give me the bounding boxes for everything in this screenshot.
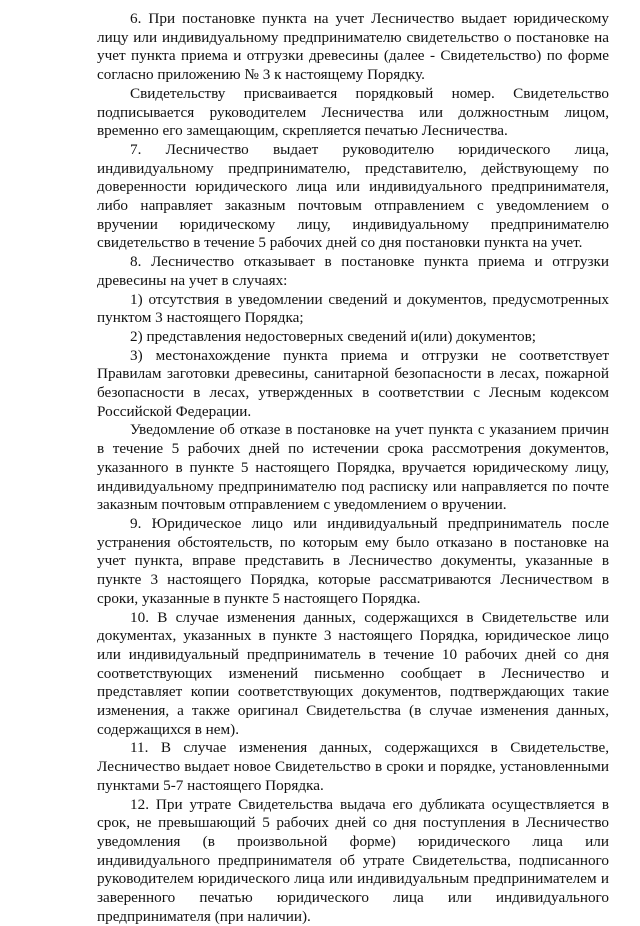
list-item-2: 2) представления недостоверных сведений и(или) документов;: [130, 327, 537, 345]
paragraph-7: 7. Лесничество выдает руководителю юридического лица, индивидуальному предпринимателю, представителю, действующему по доверенности юридического лица или индивидуального предпринимателя, либо направляет заказным почтовым отправлением с уведомлением о вручении юридическому лицу, индивидуальному предпринимателю свидетельство в течение 5 рабочих дней со дня постановки пункта на учет.: [97, 140, 609, 252]
list-item-1: 1) отсутствия в уведомлении сведений и документов, предусмотренных пунктом 3 настоящего Порядка;: [97, 290, 609, 327]
paragraph-11: 11. В случае изменения данных, содержащихся в Свидетельстве, Лесничество выдает новое Свидетельство в сроки и порядке, установленными пунктами 5-7 настоящего Порядка.: [97, 739, 609, 794]
paragraph-6: 6. При постановке пункта на учет Лесничество выдает юридическому лицу или индивидуальному предпринимателю свидетельство о постановке на учет пункта приема и отгрузки древесины (далее - Свидетельство) по форме согласно приложению № 3 к настоящему Порядку.: [97, 10, 609, 84]
paragraph-certificate-number: Свидетельству присваивается порядковый номер. Свидетельство подписывается руководителем Лесничества или должностным лицом, временно его замещающим, скрепляется печатью Лесничества.: [97, 84, 609, 140]
paragraph-8: 8. Лесничество отказывает в постановке пункта приема и отгрузки древесины на учет в случаях:: [97, 253, 609, 289]
paragraph-12: 12. При утрате Свидетельства выдача его дубликата осуществляется в срок, не превышающий 5 рабочих дней со дня поступления в Лесничество уведомления (в произвольной форме) юридического лица или индивидуального предпринимателя об утрате Свидетельства, подписанного руководителем юридического лица или индивидуальным предпринимателем и заверенного печатью юридического лица или индивидуального предпринимателя (при наличии).: [97, 795, 609, 925]
paragraph-10: 10. В случае изменения данных, содержащихся в Свидетельстве или документах, указанных в пункте 3 настоящего Порядка, юридическое лицо или индивидуальный предприниматель в течение 10 рабочих дней со дня соответствующих изменений письменно сообщает в Лесничество и представляет копии соответствующих документов, подтверждающих такие изменения, а также оригинал Свидетельства (в случае изменения данных, содержащихся в нем).: [97, 608, 609, 738]
paragraph-9: 9. Юридическое лицо или индивидуальный предприниматель после устранения обстоятельств, по которым ему было отказано в постановке на учет пункта, вправе представить в Лесничество документы, указанные в пункте 3 настоящего Порядка, которые рассматриваются Лесничеством в сроки, указанные в пункте 5 настоящего Порядка.: [97, 514, 609, 607]
paragraph-refusal-notice: Уведомление об отказе в постановке на учет пункта с указанием причин в течение 5 рабочих дней по истечении срока рассмотрения документов, указанного в пункте 5 настоящего Порядка, вручается юридическому лицу, индивидуальному предпринимателю под расписку или направляется по почте заказным почтовым отправлением с уведомлением о вручении.: [97, 421, 609, 514]
list-item-3: 3) местонахождение пункта приема и отгрузки не соответствует Правилам заготовки древесины, санитарной безопасности в лесах, пожарной безопасности в лесах, утвержденных в соответствии с Лесным кодексом Российской Федерации.: [97, 346, 609, 420]
